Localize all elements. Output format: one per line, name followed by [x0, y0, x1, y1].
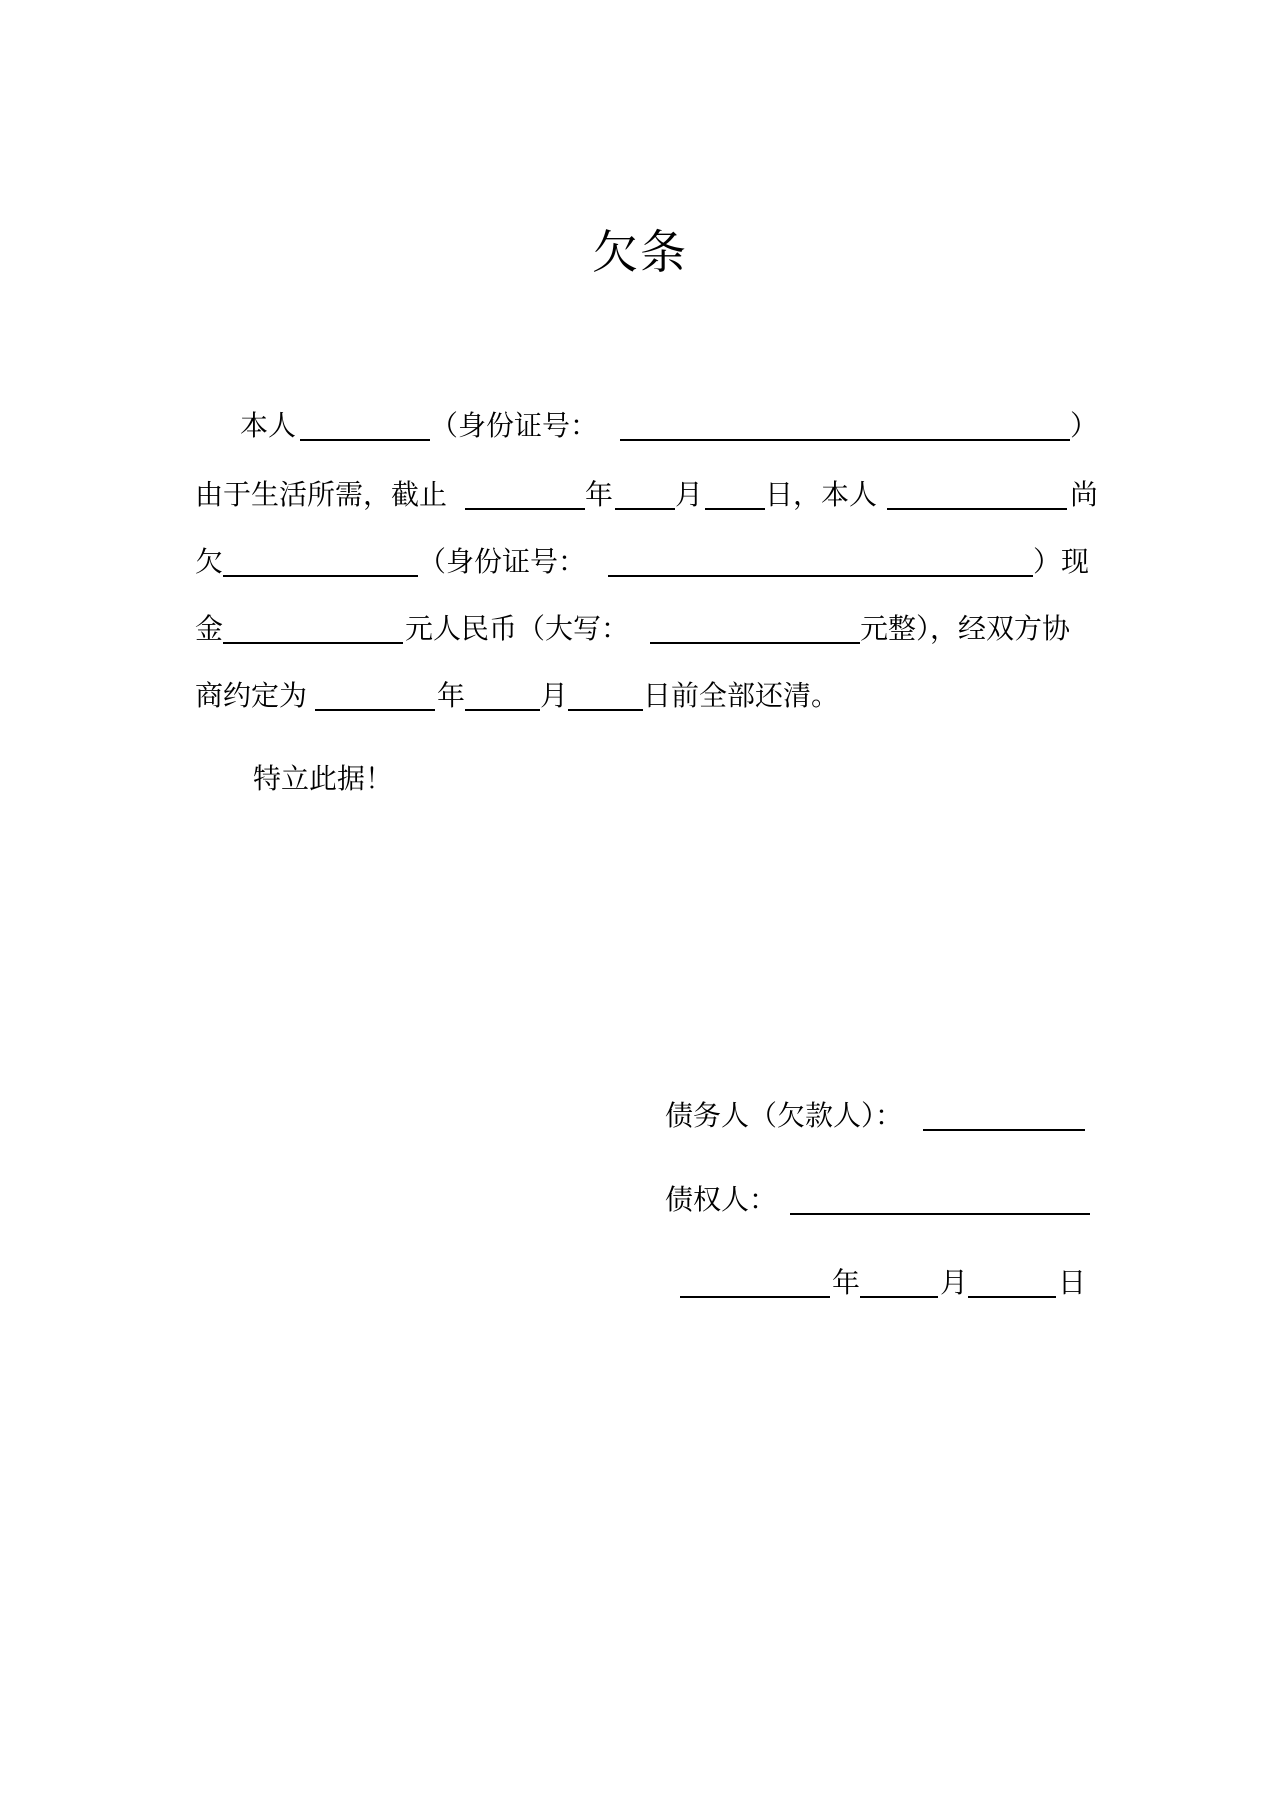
text-close-paren: ）: [1070, 409, 1099, 442]
sign-month-text: 月: [940, 1266, 969, 1299]
signature-date-row: [680, 1262, 1090, 1304]
paragraph-line-1: [195, 405, 1099, 447]
paragraph-line-5: [195, 675, 1095, 717]
text-month-2: 月: [540, 679, 569, 712]
text-shang: 尚: [1070, 478, 1099, 511]
creditor-signature-blank[interactable]: [790, 1179, 1090, 1215]
sign-day-text: 日: [1058, 1266, 1087, 1299]
sign-day-blank[interactable]: [968, 1262, 1056, 1298]
blank-cutoff-year[interactable]: [465, 474, 585, 510]
text-agreed: 商约定为: [195, 679, 308, 712]
text-ben-ren: 本人: [240, 409, 297, 442]
blank-amount[interactable]: [223, 608, 403, 644]
blank-id-number[interactable]: [620, 405, 1070, 441]
blank-amount-capital[interactable]: [650, 608, 860, 644]
blank-creditor-name[interactable]: [223, 541, 418, 577]
document-title: 欠条: [592, 225, 688, 279]
blank-cutoff-month[interactable]: [615, 474, 675, 510]
text-id-label-2: （身份证号：: [418, 545, 587, 578]
text-rmb-capital: 元人民币（大写：: [405, 612, 630, 645]
text-close-xian: ）现: [1033, 545, 1090, 578]
blank-debtor-name[interactable]: [887, 474, 1067, 510]
text-id-label: （身份证号：: [430, 409, 599, 442]
text-day-ben-ren: 日，本人: [765, 478, 878, 511]
debtor-signature-blank[interactable]: [923, 1095, 1085, 1131]
creditor-label: 债权人：: [665, 1183, 778, 1216]
text-jin: 金: [195, 612, 224, 645]
text-year: 年: [585, 478, 614, 511]
blank-creditor-id[interactable]: [608, 541, 1033, 577]
closing-text: 特立此据！: [253, 762, 394, 795]
blank-cutoff-day[interactable]: [705, 474, 765, 510]
blank-repay-month[interactable]: [465, 675, 540, 711]
creditor-signature-row: [665, 1179, 1090, 1221]
text-reason: 由于生活所需，截止: [195, 478, 448, 511]
debtor-signature-row: [665, 1095, 1085, 1137]
text-year-2: 年: [437, 679, 466, 712]
debtor-label: 债务人（欠款人）：: [665, 1099, 904, 1132]
text-qian: 欠: [195, 545, 224, 578]
sign-year-blank[interactable]: [680, 1262, 830, 1298]
blank-name[interactable]: [300, 405, 430, 441]
blank-repay-day[interactable]: [568, 675, 643, 711]
paragraph-line-2: [195, 474, 1099, 516]
closing-line: [195, 758, 1095, 800]
sign-month-blank[interactable]: [860, 1262, 938, 1298]
text-month: 月: [675, 478, 704, 511]
paragraph-line-4: [195, 608, 1095, 650]
text-repay-all: 日前全部还清。: [643, 679, 840, 712]
paragraph-line-3: [195, 541, 1095, 583]
text-yuan-zheng: 元整），经双方协: [860, 612, 1071, 645]
blank-repay-year[interactable]: [315, 675, 435, 711]
sign-year-text: 年: [832, 1266, 861, 1299]
